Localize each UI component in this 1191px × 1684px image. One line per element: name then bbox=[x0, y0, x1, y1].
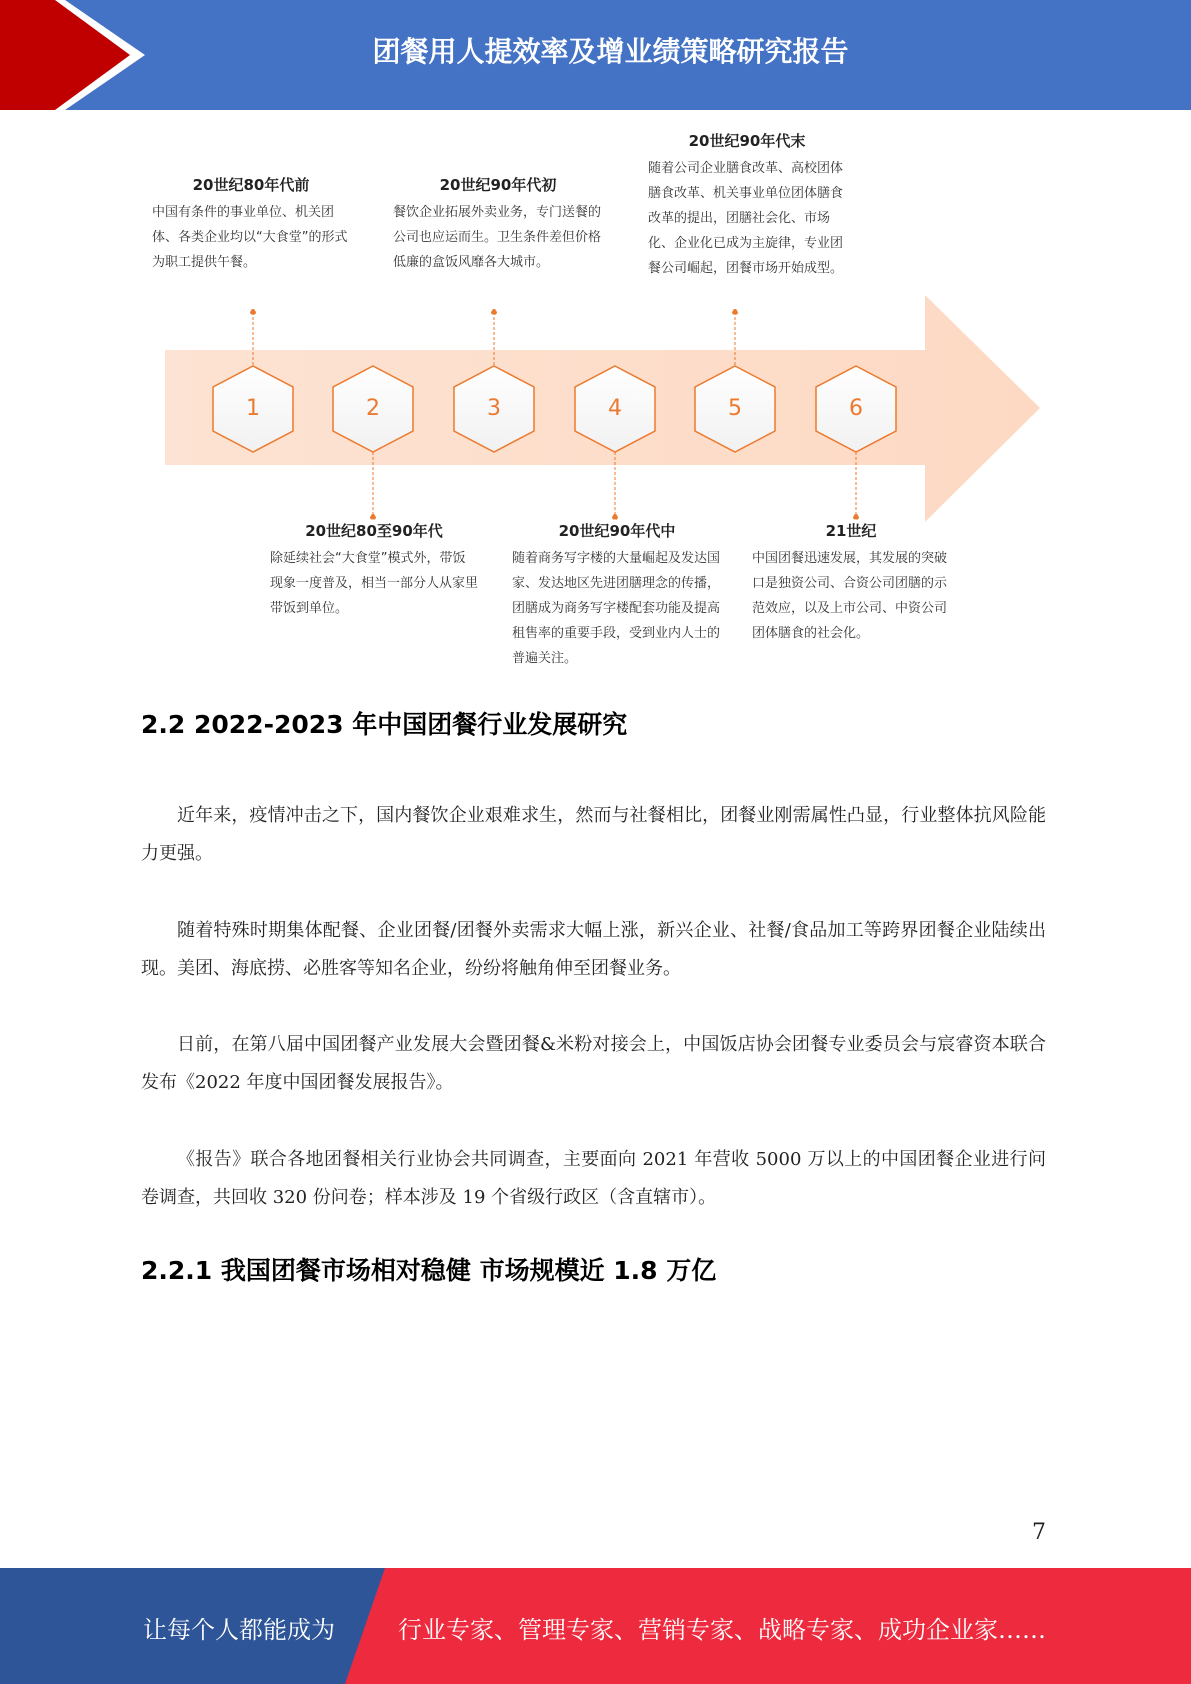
timeline-item-5 bbox=[648, 130, 846, 281]
timeline-item-title: 21世纪 bbox=[825, 522, 877, 540]
timeline-item-3 bbox=[393, 174, 603, 275]
paragraph-3: 日前，在第八届中国团餐产业发展大会暨团餐&米粉对接会上，中国饭店协会团餐专业委员会与宸睿资本联合发布《2022 年度中国团餐发展报告》。 bbox=[141, 1034, 1046, 1093]
footer-slogan-right: 行业专家、管理专家、营销专家、战略专家、成功企业家…… bbox=[398, 1616, 1046, 1644]
timeline-item-text: 中国有条件的事业单位、机关团体、各类企业均以“大食堂”的形式为职工提供午餐。 bbox=[152, 205, 348, 270]
page-footer bbox=[0, 1568, 1191, 1684]
step-number-4: 4 bbox=[608, 396, 622, 421]
step-number-5: 5 bbox=[728, 396, 742, 421]
paragraph-1: 近年来，疫情冲击之下，国内餐饮企业艰难求生，然而与社餐相比，团餐业刚需属性凸显，行业整体抗风险能力更强。 bbox=[141, 805, 1046, 864]
page-header bbox=[0, 0, 1191, 110]
step-number-6: 6 bbox=[849, 396, 863, 421]
step-number-1: 1 bbox=[246, 396, 260, 421]
paragraph-2: 随着特殊时期集体配餐、企业团餐/团餐外卖需求大幅上涨，新兴企业、社餐/食品加工等跨界团餐企业陆续出现。美团、海底捞、必胜客等知名企业，纷纷将触角伸至团餐业务。 bbox=[141, 920, 1046, 979]
step-number-2: 2 bbox=[366, 396, 380, 421]
timeline-item-title: 20世纪90年代中 bbox=[558, 522, 676, 540]
step-number-3: 3 bbox=[487, 396, 501, 421]
timeline-item-title: 20世纪80至90年代 bbox=[305, 522, 443, 540]
timeline-item-text: 随着公司企业膳食改革、高校团体膳食改革、机关事业单位团体膳食改革的提出，团膳社会化、市场化、企业化已成为主旋律，专业团餐公司崛起，团餐市场开始成型。 bbox=[648, 161, 844, 276]
footer-slogan-left: 让每个人都能成为 bbox=[143, 1616, 335, 1644]
timeline-item-title: 20世纪90年代初 bbox=[439, 176, 557, 194]
timeline-item-text: 随着商务写字楼的大量崛起及发达国家、发达地区先进团膳理念的传播，团膳成为商务写字楼配套功能及提高租售率的重要手段，受到业内人士的普遍关注。 bbox=[512, 551, 721, 666]
paragraph-4: 《报告》联合各地团餐相关行业协会共同调查，主要面向 2021 年营收 5000 万以上的中国团餐企业进行问卷调查，共回收 320 份问卷；样本涉及 19 个省级行政区（含直辖市）。 bbox=[141, 1149, 1046, 1208]
timeline-item-title: 20世纪80年代前 bbox=[192, 176, 310, 194]
subsection-heading: 2.2.1 我国团餐市场相对稳健 市场规模近 1.8 万亿 bbox=[141, 1256, 717, 1285]
section-heading: 2.2 2022-2023 年中国团餐行业发展研究 bbox=[141, 710, 628, 739]
timeline-item-text: 除延续社会“大食堂”模式外，带饭现象一度普及，相当一部分人从家里带饭到单位。 bbox=[270, 551, 479, 616]
timeline-item-4 bbox=[512, 520, 722, 671]
timeline-item-2 bbox=[270, 520, 478, 621]
timeline-item-1 bbox=[152, 174, 350, 275]
header-title: 团餐用人提效率及增业绩策略研究报告 bbox=[372, 35, 849, 68]
timeline-item-title: 20世纪90年代末 bbox=[688, 132, 806, 150]
timeline-diagram bbox=[140, 130, 1060, 690]
timeline-item-text: 中国团餐迅速发展，其发展的突破口是独资公司、合资公司团膳的示范效应，以及上市公司、中资公司团体膳食的社会化。 bbox=[752, 551, 948, 641]
timeline-item-text: 餐饮企业拓展外卖业务，专门送餐的公司也应运而生。卫生条件差但价格低廉的盒饭风靡各大城市。 bbox=[393, 205, 602, 270]
timeline-item-6 bbox=[752, 520, 950, 646]
page-number: 7 bbox=[1032, 1520, 1046, 1545]
